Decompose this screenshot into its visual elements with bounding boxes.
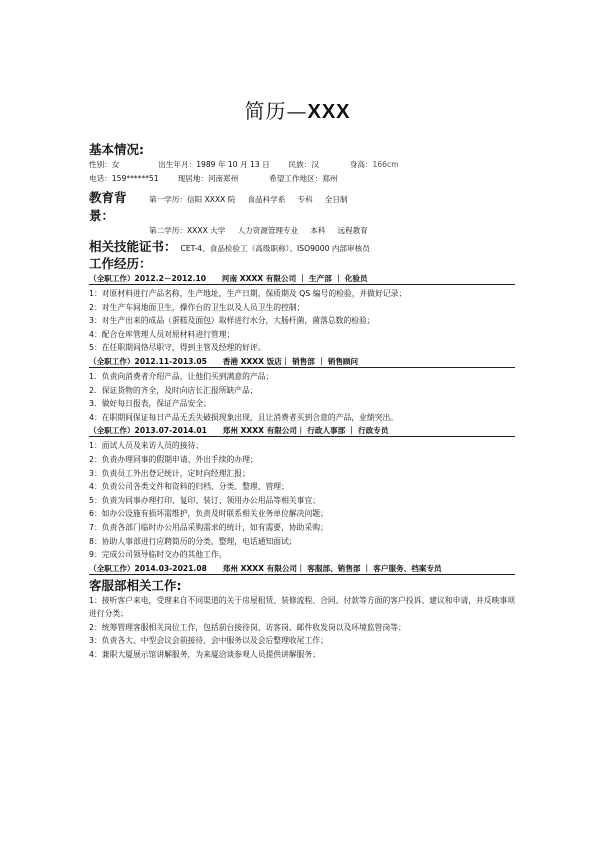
job-3-item-2: 2：负责办理同事的假期申请、外出手续的办理； — [89, 454, 258, 464]
service-item-2: 2：统筹管理客服相关岗位工作，包括前台接待岗、访客岗、邮件收发岗以及环境监管岗等； — [89, 622, 406, 632]
job-2-item-3: 3．做好每日报表，保证产品安全； — [89, 399, 211, 409]
height-label: 身高： — [349, 160, 373, 169]
job-2-item-1: 1．负责向消费者介绍产品，让他们买到满意的产品； — [89, 371, 274, 381]
work-heading: 工作经历： — [89, 256, 152, 271]
job-3-item-8: 8：协助人事部进行应聘简历的分类、整理，电话通知面试； — [89, 536, 297, 546]
job-3-item-4: 4：负责公司各类文件和资料的归档、分类、整理、管理； — [89, 482, 289, 492]
resume-content — [89, 141, 515, 662]
basic-line-1 — [89, 158, 515, 172]
job-1-item-5: 5：在任职期间恪尽职守，得到主管及经理的好评。 — [89, 343, 266, 353]
job-3-item-5: 5：负责为同事办理打印、复印、装订、领用办公用品等相关事宜； — [89, 495, 321, 505]
desired-area-label: 希望工作地区： — [269, 174, 323, 183]
job-1-item-4: 4：配合仓库管理人员对原材料进行管理； — [89, 329, 235, 339]
job-2-item-2: 2．保证货物的齐全，及时向店长汇报所缺产品； — [89, 385, 258, 395]
job-3-item-3: 3：负责员工外出登记统计，定时向经理汇报； — [89, 468, 250, 478]
height-value: 166cm — [372, 160, 399, 169]
skills-text: CET-4、食品检验工（高级职称）、ISO9000 内部审核员 — [180, 244, 370, 253]
page-title — [0, 95, 595, 124]
job-header-2: （全职工作）2012.11-2013.05 香港 XXXX 饭店｜ 销售部 ｜ 销售顾问 — [89, 355, 515, 368]
gender-label: 性别： — [89, 160, 112, 169]
birth-label: 出生年月： — [158, 160, 197, 169]
skills-heading: 相关技能证书： — [89, 239, 177, 254]
education-second: 第二学历：XXXX 大学 人力资源管理专业 本科 远程教育 — [149, 226, 368, 235]
ethnic-value: 汉 — [311, 160, 319, 169]
service-item-1: 1：接听客户来电，受理来自不同渠道的关于房屋租赁、装修流程、合同、付款等方面的客户投诉、建议和申请，并反映事项进行分类； — [89, 595, 515, 619]
job-3-item-7: 7：负责各部门临时办公用品采购需求的统计，如有需要，协助采购； — [89, 522, 328, 532]
education-first: 第一学历：信阳 XXXX 院 食品科学系 专科 全日制 — [149, 195, 348, 204]
job-3-item-9: 9：完成公司领导临时交办的其他工作。 — [89, 550, 227, 560]
desired-area-value: 郑州 — [322, 174, 338, 183]
title-separator: — — [286, 99, 308, 123]
service-heading: 客服部相关工作: — [89, 577, 182, 593]
service-item-3: 3：负责各大、中型会议会前接待、会中服务以及会后整理收尾工作； — [89, 636, 328, 646]
phone-label: 电话： — [89, 174, 112, 183]
job-3-item-1: 1：面试人员及来访人员的接待； — [89, 441, 204, 451]
gender-value: 女 — [111, 160, 120, 169]
basic-line-2 — [89, 172, 515, 186]
job-1-item-2: 2：对生产车间地面卫生，操作台的卫生以及人员卫生的控制； — [89, 302, 305, 312]
job-3-item-6: 6：如办公设施有损坏需维护，负责及时联系相关业务单位解决问题； — [89, 509, 328, 519]
education-row — [89, 188, 515, 224]
job-header-1: （全职工作）2012.2－2012.10 河南 XXXX 有限公司 ｜ 生产部 ｜ 化验员 — [89, 272, 515, 285]
job-2-item-4: 4：在职期间保证每日产品无丢失破损现象出现，且让消费者买到合意的产品，业绩突出。 — [89, 412, 399, 422]
job-header-4: （全职工作）2014.03-2021.08 郑州 XXXX 有限公司｜ 客服部、销售部 ｜ 客户服务、档案专员 — [89, 562, 515, 575]
title-name: XXX — [307, 101, 351, 123]
birth-value: 1989 年 10 月 13 日 — [196, 160, 270, 169]
job-header-3: （全职工作）2013.07-2014.01 郑州 XXXX 有限公司｜ 行政人事部 ｜ 行政专员 — [89, 424, 515, 437]
ethnic-label: 民族： — [288, 160, 312, 169]
skills-row — [89, 237, 515, 255]
education-heading: 教育背景： — [89, 190, 127, 223]
job-1-item-1: 1：对原材料进行产品名称，生产地址，生产日期，保质期及 QS 编号的检验，并做好记录； — [89, 289, 407, 298]
residence-value: 河南郑州 — [207, 174, 239, 183]
title-cn: 简历 — [244, 99, 287, 123]
residence-label: 现居地： — [177, 174, 208, 183]
service-item-4: 4：兼职大厦展示馆讲解服务，为来厦洽谈参观人员提供讲解服务； — [89, 650, 321, 660]
phone-value: 159******51 — [111, 174, 159, 183]
job-1-item-3: 3：对生产出来的成品（蛋糕及面包）取样进行水分，大肠杆菌，菌落总数的检验； — [89, 316, 375, 326]
basic-heading: 基本情况: — [89, 142, 144, 157]
